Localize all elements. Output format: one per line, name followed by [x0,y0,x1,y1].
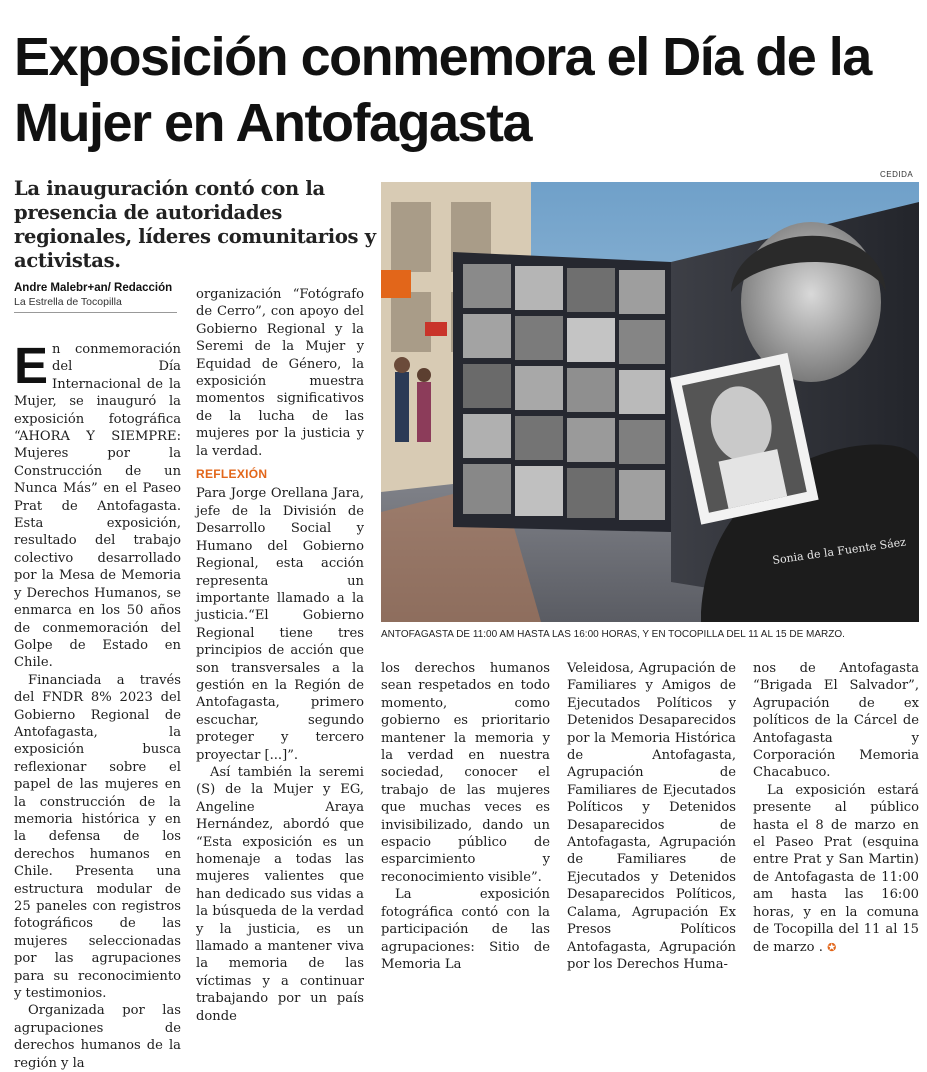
paragraph [753,782,919,956]
byline-author: Andre Malebr+an/ Redacción [14,282,173,294]
drop-cap: E [14,337,49,394]
photo-caption: ANTOFAGASTA DE 11:00 AM HASTA LAS 16:00 HORAS, Y EN TOCOPILLA DEL 11 AL 15 DE MARZO. [381,629,845,640]
paragraph: los derechos humanos sean respetados en todo momento, como gobierno es prioritario mantener la memoria y la verdad en nuestra sociedad, conocer el trabajo de las mujeres que muchas veces es invisibilizado, dando un espacio público de esparcimiento y reconocimiento visible”. [381,661,550,885]
paragraph: Para Jorge Orellana Jara, jefe de la División de Desarrollo Social y Humano del Gobierno Regional, esta acción representa un importante llamado a la justicia.“El Gobierno Regional tiene tres principios de acción que son transversales a la gestión en la Región de Antofagasta, primero escuchar, segundo proteger y tercero proyectar [...]”. [196,486,364,763]
paragraph: Financiada a través del FNDR 8% 2023 del Gobierno Regional de Antofagasta, la exposición busca reflexionar sobre el papel de las mujeres en la construcción de la memoria histórica y en la defensa de los derechos humanos en Chile. Presenta una estructura modular de 25 paneles con registros fotográficos de las mujeres seleccionadas por las agrupaciones para su reconocimiento y testimonios. [14,672,181,1002]
paragraph: Veleidosa, Agrupación de Familiares y Amigos de Ejecutados Políticos y Detenidos Desaparecidos por la Memoria Histórica de Antofagasta, Agrupación de Familiares de Ejecutados Políticos y Detenidos Desaparecidos de Antofagasta, Agrupación de Familiares de Ejecutados y Detenidos Desaparecidos Políticos, Calama, Agrupación Ex Presos Políticos Antofagasta, Agrupación por los Derechos Huma- [567,661,736,972]
exhibition-photo-illustration [381,182,919,622]
byline-divider [14,312,177,313]
paragraph: nos de Antofagasta “Brigada El Salvador”, Agrupación de ex políticos de la Cárcel de Antofagasta y Corporación Memoria Chacabuco. [753,661,919,781]
article-photo [381,182,919,622]
paragraph: organización “Fotógrafo de Cerro”, con apoyo del Gobierno Regional y la Seremi de la Mujer y Equidad de Género, la exposición muestra momentos significativos de la lucha de las mujeres por la justicia y la verdad. [196,287,364,459]
body-column-5 [753,660,919,956]
lead-text: n conmemoración del Día Internacional de la Mujer, se inauguró la exposición fotográfica “AHORA Y SIEMPRE: Mujeres por la Construcción de un Nunca Más” en el Paseo Prat de Antofagasta. Esta exposición, resultado del trabajo colectivo desarrollado por la Mesa de Memoria y Derechos Humanos, se enmarca en los 50 años de conmemoración del Golpe de Estado en Chile. [14,342,181,671]
body-column-3 [381,660,550,973]
byline-publication: La Estrella de Tocopilla [14,296,122,308]
lead-paragraph [14,337,181,672]
closing-text: La exposición estará presente al público hasta el 8 de marzo en el Paseo Prat (esquina entre Prat y San Martin) de Antofagasta de 11:00 am hasta las 16:00 horas, y en la comuna de Tocopilla del 11 al 15 de marzo . [753,782,919,955]
paragraph: Organizada por las agrupaciones de derechos humanos de la región y la [14,1003,181,1071]
body-column-4 [567,660,736,973]
body-column-2 [196,286,364,1025]
paragraph: La exposición fotográfica contó con la participación de las agrupaciones: Sitio de Memoria La [381,887,550,972]
body-column-1 [14,337,181,1072]
photo-plaque-text: Sonia de la Fuente Sáez [771,535,907,567]
deck-subtitle: La inauguración contó con la presencia de autoridades regionales, líderes comunitarios y activistas. [14,177,376,272]
headline: Exposición conmemora el Día de la Mujer en Antofagasta [14,27,871,153]
paragraph: Así también la seremi (S) de la Mujer y EG, Angeline Araya Hernández, abordó que “Esta exposición es un homenaje a todas las mujeres valientes que han dedicado sus vidas a la búsqueda de la verdad y la justicia, es un llamado a mantener viva la memoria de las víctimas y a continuar trabajando por un país donde [196,764,364,1024]
end-mark-icon: ✪ [827,940,837,954]
photo-credit: CEDIDA [880,170,914,179]
section-heading: REFLEXIÓN [196,467,268,482]
